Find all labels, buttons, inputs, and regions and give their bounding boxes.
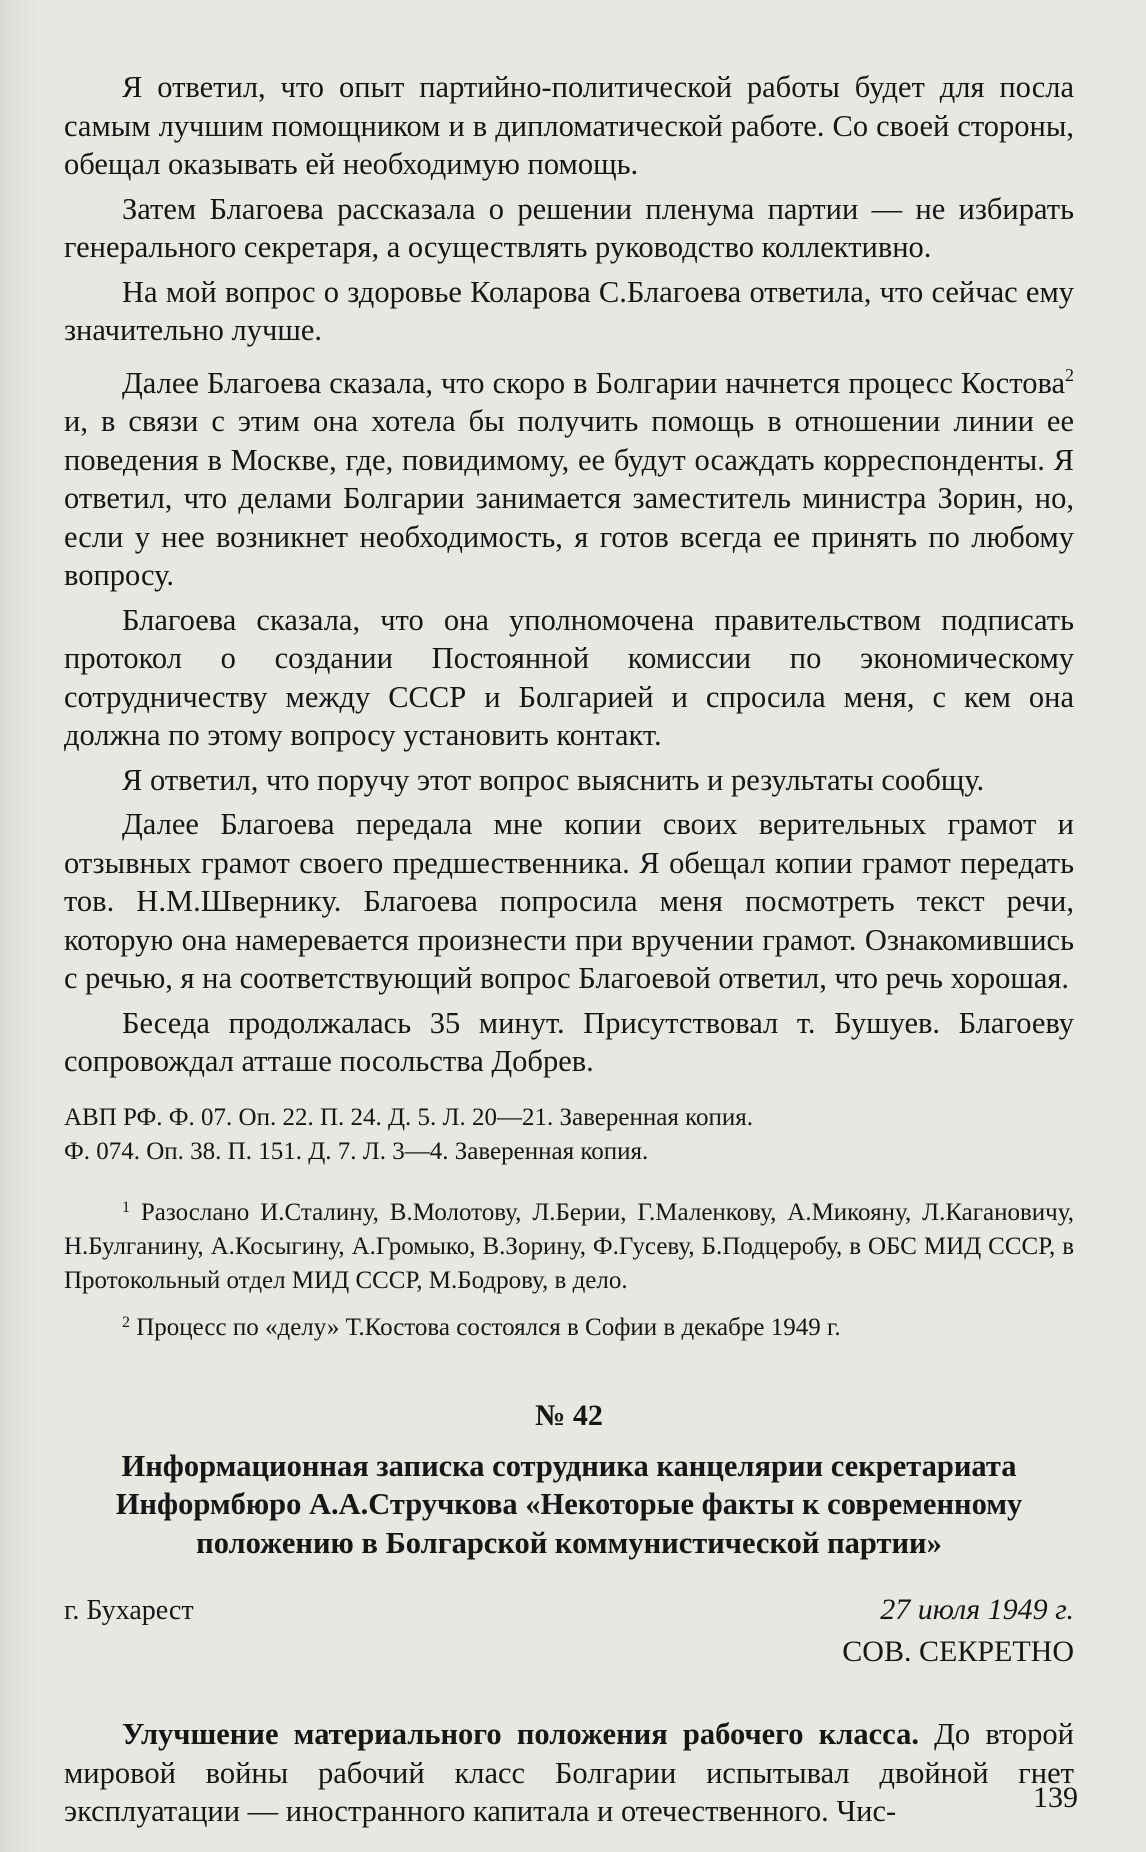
footnote-mark: 2: [122, 1313, 130, 1331]
document-number: № 42: [535, 1398, 603, 1432]
document-date: 27 июля 1949 г.: [880, 1593, 1074, 1626]
main-text: [64, 68, 1074, 1831]
document-meta: [64, 1592, 1074, 1629]
footnote-mark: 1: [122, 1198, 130, 1216]
footnote-ref-2: 2: [1065, 364, 1074, 385]
classification-stamp: СОВ. СЕКРЕТНО: [842, 1635, 1074, 1668]
footnote-2: [64, 1306, 1074, 1345]
paragraph-3: На мой вопрос о здоровье Коларова С.Благоева ответила, что сейчас ему значительно лучше.: [64, 274, 1074, 347]
source-line-2: Ф. 074. Оп. 38. П. 151. Д. 7. Л. 3—4. Заверенная копия.: [64, 1137, 649, 1165]
footnote-1: [64, 1191, 1074, 1298]
document-place: г. Бухарест: [64, 1595, 194, 1626]
section-text: До второй мировой войны рабочий класс Болгарии испытывал двойной гнет эксплуатации — иностранного капитала и отечественного. Чис-: [64, 1717, 1074, 1828]
footnote-text: Разослано И.Сталину, В.Молотову, Л.Берии, Г.Маленкову, А.Микояну, Л.Кагановичу, Н.Булганину, А.Косыгину, А.Громыко, В.Зорину, Ф.Гусеву, Б.Подцеробу, в ОБС МИД СССР, в Протокольный отдел МИД СССР, М.Бодрову, в дело.: [64, 1198, 1074, 1294]
paragraph-6: Я ответил, что поручу этот вопрос выяснить и результаты сообщу.: [122, 762, 985, 797]
page-number: 139: [1033, 1781, 1078, 1814]
paragraph-8: Беседа продолжалась 35 минут. Присутствовал т. Бушуев. Благоеву сопровождал атташе посольства Добрев.: [64, 1005, 1074, 1078]
paragraph-4-end: и, в связи с этим она хотела бы получить помощь в отношении линии ее поведения в Москве, где, повидимому, ее будут осаждать корреспонденты. Я ответил, что делами Болгарии занимается заместитель министра Зорин, но, если у нее возникнет необходимость, я готов всегда ее принять по любому вопросу.: [64, 404, 1074, 592]
paragraph-4-start: Далее Благоева сказала, что скоро в Болгарии начнется процесс Костова: [122, 365, 1065, 400]
paragraph-5: Благоева сказала, что она уполномочена правительством подписать протокол о создании Постоянной комиссии по экономическому сотрудничеству между СССР и Болгарией и спросила меня, с кем она должна по этому вопросу установить контакт.: [64, 602, 1074, 752]
paragraph-4: [64, 356, 1074, 595]
source-line-1: АВП РФ. Ф. 07. Оп. 22. П. 24. Д. 5. Л. 20—21. Заверенная копия.: [64, 1103, 753, 1131]
footnotes: [64, 1191, 1074, 1345]
footnote-text: Процесс по «делу» Т.Костова состоялся в Софии в декабре 1949 г.: [130, 1313, 841, 1341]
archive-sources: [64, 1101, 1074, 1169]
paragraph-2: Затем Благоева рассказала о решении пленума партии — не избирать генерального секретаря, а осуществлять руководство коллективно.: [64, 191, 1074, 264]
paragraph-final: [64, 1715, 1074, 1831]
paragraph-7: Далее Благоева передала мне копии своих верительных грамот и отзывных грамот своего предшественника. Я обещал копии грамот передать тов. Н.М.Швернику. Благоева попросила меня посмотреть текст речи, которую она намеревается произнести при вручении грамот. Ознакомившись с речью, я на соответствующий вопрос Благоевой ответил, что речь хорошая.: [64, 807, 1074, 995]
spine-shadow: [0, 0, 40, 1852]
paragraph-1: Я ответил, что опыт партийно-политической работы будет для посла самым лучшим помощником и в дипломатической работе. Со своей стороны, обещал оказывать ей необходимую помощь.: [64, 70, 1074, 181]
section-heading: Улучшение материального положения рабочего класса.: [122, 1717, 919, 1751]
document-title: Информационная записка сотрудника канцелярии секретариата Информбюро А.А.Стручкова «Некоторые факты к современному положению в Болгарской коммунистической партии»: [115, 1448, 1023, 1560]
